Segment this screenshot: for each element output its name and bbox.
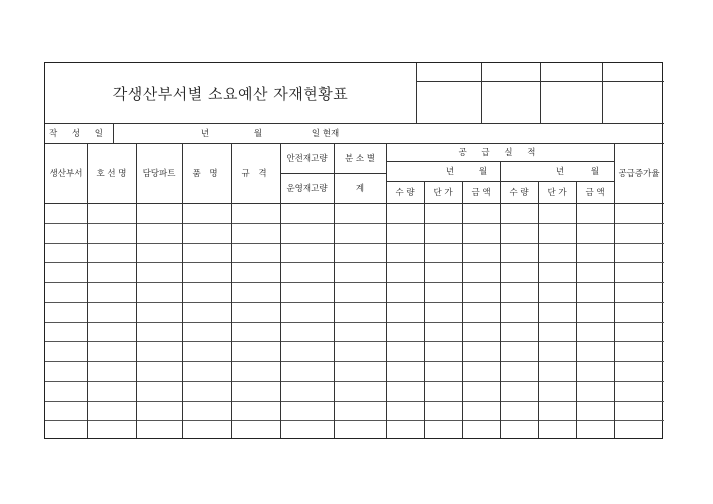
table-cell[interactable] <box>538 401 576 421</box>
table-cell[interactable] <box>182 243 231 263</box>
table-cell[interactable] <box>136 203 182 223</box>
table-cell[interactable] <box>280 302 334 322</box>
header-amount-1: 금 액 <box>471 188 491 198</box>
table-cell[interactable] <box>87 223 136 243</box>
table-row <box>45 282 664 302</box>
table-cell[interactable] <box>462 223 500 243</box>
approval-signature-cell-4[interactable] <box>602 81 664 123</box>
table-cell[interactable] <box>538 381 576 401</box>
table-cell[interactable] <box>45 282 87 302</box>
table-cell[interactable] <box>280 420 334 440</box>
table-cell[interactable] <box>462 361 500 381</box>
header-price-1: 단 가 <box>433 188 453 198</box>
document-title: 각생산부서별 소요예산 자재현황표 <box>112 84 349 103</box>
table-cell[interactable] <box>576 381 614 401</box>
table-cell[interactable] <box>500 381 538 401</box>
table-cell[interactable] <box>614 420 664 440</box>
approval-signature-cell-2[interactable] <box>481 81 540 123</box>
table-cell[interactable] <box>182 341 231 361</box>
table-cell[interactable] <box>334 203 386 223</box>
table-cell[interactable] <box>182 302 231 322</box>
report-form <box>44 62 663 439</box>
table-cell[interactable] <box>136 322 182 342</box>
table-cell[interactable] <box>45 341 87 361</box>
header-period2-month: 월 <box>590 167 600 177</box>
table-cell[interactable] <box>45 322 87 342</box>
table-cell[interactable] <box>231 322 280 342</box>
table-cell[interactable] <box>334 322 386 342</box>
table-cell[interactable] <box>576 223 614 243</box>
table-cell[interactable] <box>136 262 182 282</box>
table-cell[interactable] <box>424 341 462 361</box>
table-cell[interactable] <box>576 203 614 223</box>
table-cell[interactable] <box>614 361 664 381</box>
date-day-field[interactable] <box>271 125 301 141</box>
table-cell[interactable] <box>386 262 424 282</box>
table-cell[interactable] <box>576 302 614 322</box>
header-operating-stock: 운영재고량 <box>286 184 328 194</box>
table-cell[interactable] <box>500 361 538 381</box>
table-cell[interactable] <box>231 361 280 381</box>
table-cell[interactable] <box>231 243 280 263</box>
date-year-label: 년 <box>200 129 210 139</box>
table-cell[interactable] <box>45 243 87 263</box>
table-cell[interactable] <box>87 361 136 381</box>
table-cell[interactable] <box>386 420 424 440</box>
table-cell[interactable] <box>231 302 280 322</box>
table-cell[interactable] <box>614 262 664 282</box>
table-cell[interactable] <box>386 361 424 381</box>
header-category: 분 소 별 <box>344 154 376 164</box>
table-cell[interactable] <box>386 243 424 263</box>
table-cell[interactable] <box>136 381 182 401</box>
table-cell[interactable] <box>231 282 280 302</box>
table-cell[interactable] <box>462 401 500 421</box>
table-cell[interactable] <box>280 381 334 401</box>
table-cell[interactable] <box>231 341 280 361</box>
table-cell[interactable] <box>386 282 424 302</box>
table-cell[interactable] <box>462 341 500 361</box>
table-cell[interactable] <box>231 262 280 282</box>
table-cell[interactable] <box>614 322 664 342</box>
table-cell[interactable] <box>182 322 231 342</box>
table-cell[interactable] <box>386 381 424 401</box>
table-cell[interactable] <box>334 401 386 421</box>
table-cell[interactable] <box>614 203 664 223</box>
header-dept: 생산부서 <box>49 169 83 179</box>
table-cell[interactable] <box>87 401 136 421</box>
table-cell[interactable] <box>500 420 538 440</box>
table-cell[interactable] <box>500 243 538 263</box>
table-row <box>45 420 664 440</box>
table-cell[interactable] <box>386 322 424 342</box>
table-cell[interactable] <box>576 401 614 421</box>
table-cell[interactable] <box>87 203 136 223</box>
table-cell[interactable] <box>538 262 576 282</box>
table-cell[interactable] <box>614 401 664 421</box>
table-cell[interactable] <box>182 401 231 421</box>
table-cell[interactable] <box>614 223 664 243</box>
table-cell[interactable] <box>280 262 334 282</box>
table-cell[interactable] <box>576 322 614 342</box>
table-row <box>45 401 664 421</box>
table-cell[interactable] <box>424 401 462 421</box>
table-row <box>45 243 664 263</box>
table-cell[interactable] <box>45 381 87 401</box>
table-cell[interactable] <box>182 381 231 401</box>
table-cell[interactable] <box>462 282 500 302</box>
table-cell[interactable] <box>538 420 576 440</box>
table-cell[interactable] <box>424 302 462 322</box>
header-part: 담당파트 <box>142 169 176 179</box>
table-cell[interactable] <box>462 243 500 263</box>
table-cell[interactable] <box>334 361 386 381</box>
table-cell[interactable] <box>500 262 538 282</box>
table-cell[interactable] <box>280 341 334 361</box>
date-day-label: 일 현재 <box>311 129 340 139</box>
table-cell[interactable] <box>136 223 182 243</box>
table-cell[interactable] <box>500 322 538 342</box>
table-cell[interactable] <box>45 302 87 322</box>
table-cell[interactable] <box>280 203 334 223</box>
table-cell[interactable] <box>500 203 538 223</box>
table-row <box>45 262 664 282</box>
table-cell[interactable] <box>280 282 334 302</box>
table-cell[interactable] <box>87 322 136 342</box>
table-cell[interactable] <box>231 420 280 440</box>
table-cell[interactable] <box>136 361 182 381</box>
table-cell[interactable] <box>576 243 614 263</box>
table-cell[interactable] <box>424 223 462 243</box>
table-cell[interactable] <box>576 361 614 381</box>
table-cell[interactable] <box>334 420 386 440</box>
table-cell[interactable] <box>182 262 231 282</box>
table-cell[interactable] <box>462 203 500 223</box>
header-spec: 규 격 <box>241 169 270 179</box>
table-row <box>45 361 664 381</box>
table-cell[interactable] <box>386 302 424 322</box>
table-cell[interactable] <box>87 420 136 440</box>
table-cell[interactable] <box>182 361 231 381</box>
header-period1-year: 년 <box>445 167 455 177</box>
header-price-2: 단 가 <box>547 188 567 198</box>
table-cell[interactable] <box>576 420 614 440</box>
table-cell[interactable] <box>614 302 664 322</box>
date-month-label: 월 <box>253 129 263 139</box>
table-cell[interactable] <box>45 361 87 381</box>
table-cell[interactable] <box>136 282 182 302</box>
table-cell[interactable] <box>500 341 538 361</box>
header-supply-title: 공 급 실 적 <box>458 148 542 158</box>
table-cell[interactable] <box>280 322 334 342</box>
table-cell[interactable] <box>136 341 182 361</box>
table-cell[interactable] <box>334 381 386 401</box>
table-cell[interactable] <box>500 401 538 421</box>
table-cell[interactable] <box>614 381 664 401</box>
table-cell[interactable] <box>45 401 87 421</box>
table-cell[interactable] <box>87 381 136 401</box>
table-cell[interactable] <box>45 223 87 243</box>
table-cell[interactable] <box>538 282 576 302</box>
date-year-field[interactable] <box>115 125 193 141</box>
table-cell[interactable] <box>614 341 664 361</box>
table-cell[interactable] <box>424 381 462 401</box>
header-period2-year: 년 <box>555 167 565 177</box>
header-total: 계 <box>355 184 365 194</box>
table-cell[interactable] <box>136 302 182 322</box>
table-cell[interactable] <box>87 243 136 263</box>
table-cell[interactable] <box>424 203 462 223</box>
table-cell[interactable] <box>334 282 386 302</box>
table-cell[interactable] <box>462 262 500 282</box>
table-cell[interactable] <box>424 361 462 381</box>
table-cell[interactable] <box>538 223 576 243</box>
table-cell[interactable] <box>386 223 424 243</box>
table-cell[interactable] <box>334 341 386 361</box>
table-cell[interactable] <box>424 243 462 263</box>
table-cell[interactable] <box>424 262 462 282</box>
header-qty-2: 수 량 <box>509 188 529 198</box>
table-cell[interactable] <box>386 203 424 223</box>
table-cell[interactable] <box>231 381 280 401</box>
table-cell[interactable] <box>462 381 500 401</box>
table-cell[interactable] <box>334 262 386 282</box>
table-row <box>45 341 664 361</box>
table-cell[interactable] <box>334 243 386 263</box>
table-cell[interactable] <box>334 302 386 322</box>
header-amount-2: 금 액 <box>585 188 605 198</box>
table-cell[interactable] <box>538 341 576 361</box>
table-row <box>45 203 664 223</box>
table-cell[interactable] <box>87 302 136 322</box>
table-cell[interactable] <box>462 302 500 322</box>
table-cell[interactable] <box>538 302 576 322</box>
table-cell[interactable] <box>87 341 136 361</box>
table-cell[interactable] <box>87 262 136 282</box>
table-cell[interactable] <box>576 262 614 282</box>
table-cell[interactable] <box>334 223 386 243</box>
table-cell[interactable] <box>538 361 576 381</box>
header-period1-month: 월 <box>478 167 488 177</box>
table-cell[interactable] <box>500 282 538 302</box>
table-cell[interactable] <box>280 243 334 263</box>
table-cell[interactable] <box>424 282 462 302</box>
table-cell[interactable] <box>386 401 424 421</box>
header-line: 호 선 명 <box>96 169 127 179</box>
table-cell[interactable] <box>45 203 87 223</box>
table-cell[interactable] <box>538 243 576 263</box>
table-cell[interactable] <box>182 282 231 302</box>
table-cell[interactable] <box>231 401 280 421</box>
table-cell[interactable] <box>280 361 334 381</box>
table-cell[interactable] <box>500 302 538 322</box>
table-cell[interactable] <box>500 223 538 243</box>
table-cell[interactable] <box>87 282 136 302</box>
table-cell[interactable] <box>182 223 231 243</box>
table-cell[interactable] <box>45 420 87 440</box>
header-qty-1: 수 량 <box>395 188 415 198</box>
table-cell[interactable] <box>45 262 87 282</box>
table-cell[interactable] <box>614 243 664 263</box>
table-cell[interactable] <box>280 223 334 243</box>
table-row <box>45 223 664 243</box>
approval-signature-cell-3[interactable] <box>540 81 602 123</box>
table-cell[interactable] <box>538 203 576 223</box>
table-cell[interactable] <box>462 420 500 440</box>
table-cell[interactable] <box>462 322 500 342</box>
table-cell[interactable] <box>614 282 664 302</box>
table-cell[interactable] <box>576 341 614 361</box>
table-cell[interactable] <box>182 203 231 223</box>
header-item: 품 명 <box>192 169 221 179</box>
approval-signature-cell-1[interactable] <box>416 81 481 123</box>
table-cell[interactable] <box>136 420 182 440</box>
header-increase-rate: 공급증가율 <box>618 169 660 179</box>
table-cell[interactable] <box>231 223 280 243</box>
table-cell[interactable] <box>424 420 462 440</box>
table-row <box>45 381 664 401</box>
table-cell[interactable] <box>424 322 462 342</box>
table-cell[interactable] <box>136 243 182 263</box>
table-cell[interactable] <box>182 420 231 440</box>
table-cell[interactable] <box>231 203 280 223</box>
date-month-field[interactable] <box>217 125 247 141</box>
table-cell[interactable] <box>386 341 424 361</box>
table-row <box>45 302 664 322</box>
table-cell[interactable] <box>280 401 334 421</box>
header-safety-stock: 안전재고량 <box>286 154 328 164</box>
date-label: 작 성 일 <box>48 129 110 139</box>
table-cell[interactable] <box>538 322 576 342</box>
table-row <box>45 322 664 342</box>
table-cell[interactable] <box>576 282 614 302</box>
table-cell[interactable] <box>136 401 182 421</box>
